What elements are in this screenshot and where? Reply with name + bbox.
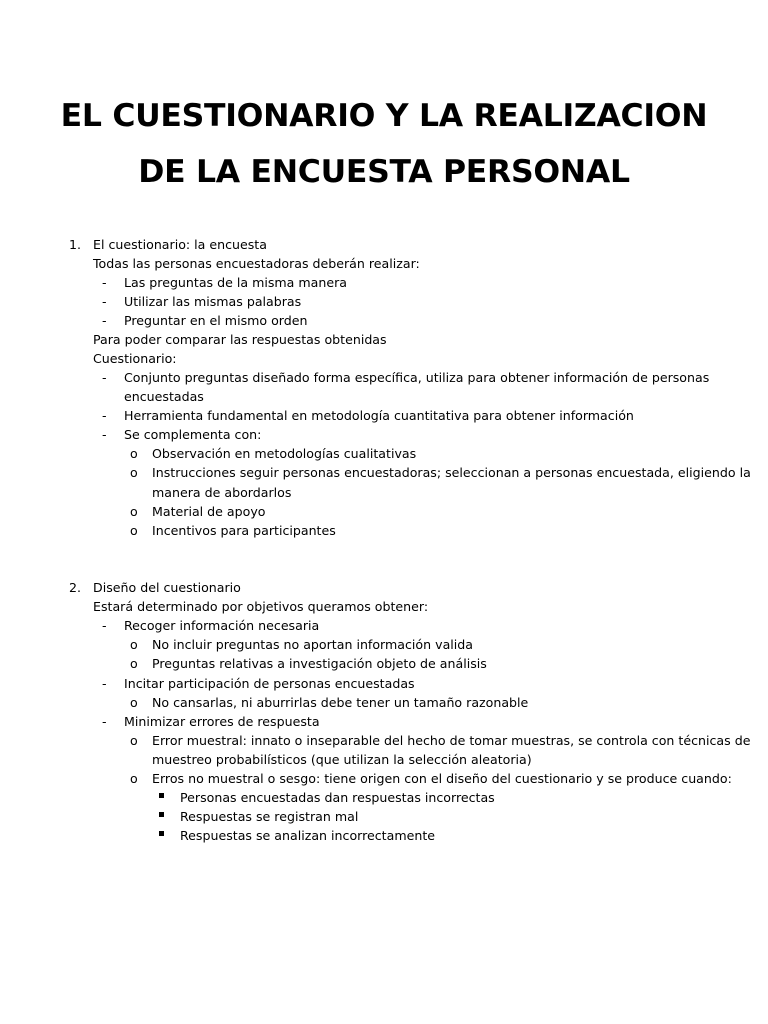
circle-marker: o xyxy=(130,523,138,538)
section-2-heading: Diseño del cuestionario xyxy=(93,580,241,595)
dash-marker: - xyxy=(102,370,107,385)
circle-marker: o xyxy=(130,446,138,461)
sub-list-item: Preguntas relativas a investigación objeto de análisis xyxy=(152,656,487,671)
dash-marker: - xyxy=(102,714,107,729)
section-2-number: 2. xyxy=(69,580,82,595)
dash-marker: - xyxy=(102,618,107,633)
square-bullet-icon xyxy=(159,812,164,817)
dash-marker: - xyxy=(102,676,107,691)
nested-list-item: Respuestas se registran mal xyxy=(180,809,359,824)
circle-marker: o xyxy=(130,771,138,786)
list-item: Las preguntas de la misma manera xyxy=(124,275,348,290)
sub-list-item: Instrucciones seguir personas encuestadoras; seleccionan a personas encuestada, eligiendo la xyxy=(152,465,751,480)
dash-marker: - xyxy=(102,408,107,423)
section-2-intro: Estará determinado por objetivos queramos obtener: xyxy=(93,599,429,614)
dash-marker: - xyxy=(102,275,107,290)
sub-list-item: Error muestral: innato o inseparable del hecho de tomar muestras, se controla con técnicas de xyxy=(152,733,751,748)
document-title xyxy=(0,88,768,200)
section-1-heading: El cuestionario: la encuesta xyxy=(93,237,267,252)
dash-marker: - xyxy=(102,294,107,309)
sub-list-item: Material de apoyo xyxy=(152,504,266,519)
list-item: Herramienta fundamental en metodología cuantitativa para obtener información xyxy=(124,408,634,423)
sub-list-item: No incluir preguntas no aportan información valida xyxy=(152,637,473,652)
cuestionario-label: Cuestionario: xyxy=(93,351,177,366)
sub-list-item: Observación en metodologías cualitativas xyxy=(152,446,417,461)
square-bullet-icon xyxy=(159,793,164,798)
square-bullet-icon xyxy=(159,831,164,836)
dash-marker: - xyxy=(102,427,107,442)
circle-marker: o xyxy=(130,733,138,748)
circle-marker: o xyxy=(130,465,138,480)
section-1-number: 1. xyxy=(69,237,82,252)
sub-list-item: Erros no muestral o sesgo: tiene origen con el diseño del cuestionario y se produce cuando: xyxy=(152,771,732,786)
nested-list-item: Respuestas se analizan incorrectamente xyxy=(180,828,436,843)
sub-list-item: No cansarlas, ni aburrirlas debe tener un tamaño razonable xyxy=(152,695,529,710)
circle-marker: o xyxy=(130,637,138,652)
title-line-2: DE LA ENCUESTA PERSONAL xyxy=(138,154,630,190)
list-item: Recoger información necesaria xyxy=(124,618,320,633)
list-item: Minimizar errores de respuesta xyxy=(124,714,320,729)
nested-list-item: Personas encuestadas dan respuestas incorrectas xyxy=(180,790,495,805)
circle-marker: o xyxy=(130,504,138,519)
dash-marker: - xyxy=(102,313,107,328)
sub-list-item-continuation: muestreo probabilísticos (que utilizan la selección aleatoria) xyxy=(152,752,532,767)
list-item: Incitar participación de personas encuestadas xyxy=(124,676,415,691)
section-1-purpose: Para poder comparar las respuestas obtenidas xyxy=(93,332,387,347)
sub-list-item: Incentivos para participantes xyxy=(152,523,336,538)
circle-marker: o xyxy=(130,656,138,671)
list-item: Conjunto preguntas diseñado forma específica, utiliza para obtener información de personas xyxy=(124,370,710,385)
list-item: Se complementa con: xyxy=(124,427,262,442)
circle-marker: o xyxy=(130,695,138,710)
sub-list-item-continuation: manera de abordarlos xyxy=(152,485,292,500)
list-item-continuation: encuestadas xyxy=(124,389,204,404)
list-item: Utilizar las mismas palabras xyxy=(124,294,302,309)
title-line-1: EL CUESTIONARIO Y LA REALIZACION xyxy=(60,98,708,134)
list-item: Preguntar en el mismo orden xyxy=(124,313,308,328)
section-1-intro: Todas las personas encuestadoras deberán realizar: xyxy=(93,256,420,271)
